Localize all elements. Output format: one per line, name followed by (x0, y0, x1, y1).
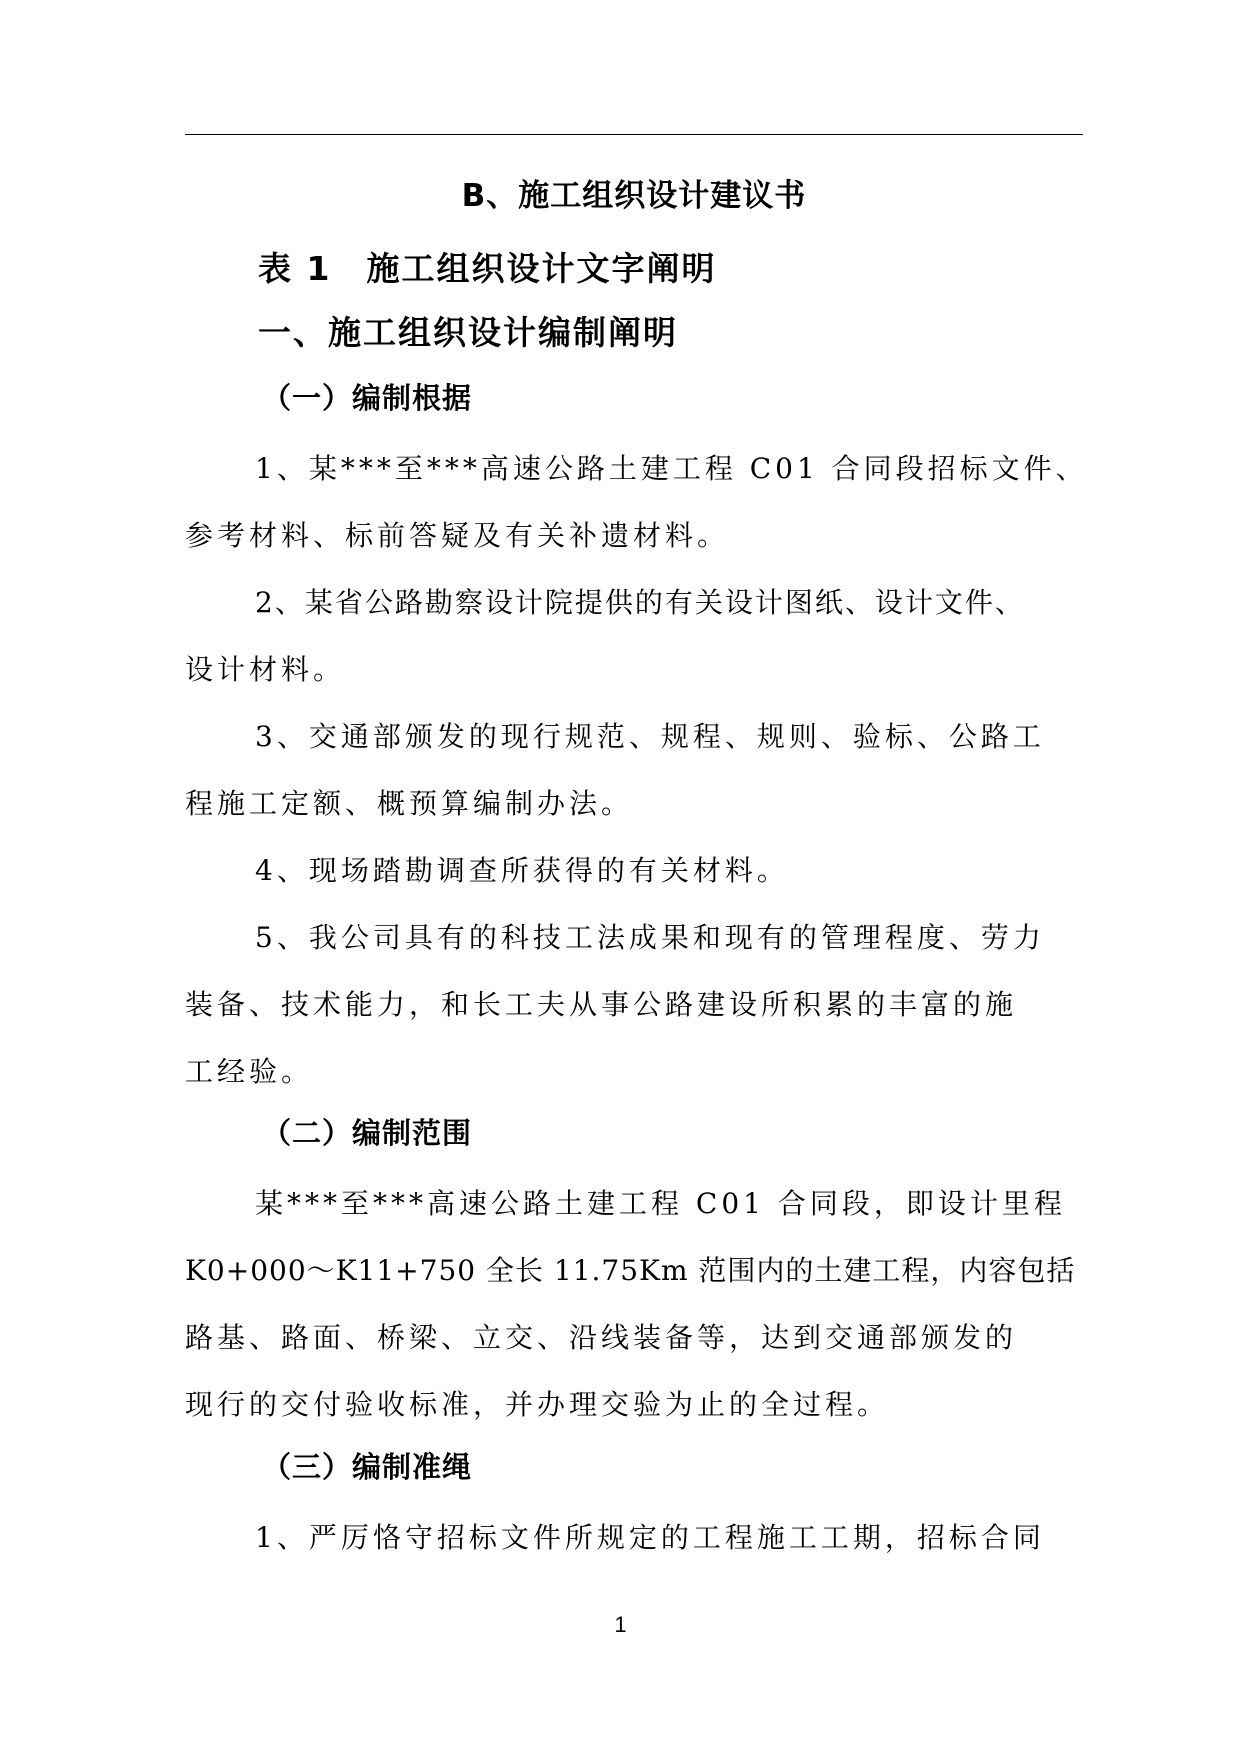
paragraph-line: K0+000～K11+750 全长 11.75Km 范围内的土建工程，内容包括 (185, 1254, 1076, 1287)
paragraph-line: 1、严厉恪守招标文件所规定的工程施工工期，招标合同 (255, 1521, 1045, 1554)
section-heading: 一、施工组织设计编制阐明 (258, 313, 678, 352)
paragraph-line: 装备、技术能力，和长工夫从事公路建设所积累的丰富的施 (185, 988, 1018, 1021)
subsection-heading-principles: （三）编制准绳 (262, 1450, 473, 1484)
paragraph-line: 设计材料。 (185, 653, 346, 686)
subsection-heading-scope: （二）编制范围 (262, 1116, 473, 1150)
header-rule (185, 134, 1083, 135)
paragraph-line: 5、我公司具有的科技工法成果和现有的管理程度、劳力 (255, 921, 1045, 954)
paragraph-scope (185, 1170, 1083, 1438)
paragraph-line: 程施工定额、概预算编制办法。 (185, 787, 634, 820)
paragraph-basis-3 (185, 703, 1083, 837)
page-number: 1 (614, 1612, 627, 1637)
paragraph-principles-1 (185, 1504, 1083, 1571)
page-title: B、施工组织设计建议书 (461, 178, 807, 214)
table-heading: 表 1 施工组织设计文字阐明 (258, 249, 717, 288)
paragraph-line: 3、交通部颁发的现行规范、规程、规则、验标、公路工 (255, 720, 1045, 753)
paragraph-basis-4 (185, 837, 1083, 904)
paragraph-line: 路基、路面、桥梁、立交、沿线装备等，达到交通部颁发的 (185, 1321, 1018, 1354)
paragraph-line: 2、某省公路勘察设计院提供的有关设计图纸、设计文件、 (255, 586, 1025, 619)
paragraph-basis-2 (185, 569, 1083, 703)
paragraph-basis-5 (185, 904, 1083, 1105)
paragraph-line: 工经验。 (185, 1055, 314, 1088)
paragraph-line: 现行的交付验收标准，并办理交验为止的全过程。 (185, 1388, 890, 1421)
paragraph-line: 4、现场踏勘调查所获得的有关材料。 (255, 854, 789, 887)
paragraph-line: 某***至***高速公路土建工程 C01 合同段，即设计里程 (255, 1187, 1066, 1220)
paragraph-line: 1、某***至***高速公路土建工程 C01 合同段招标文件、 (255, 452, 1088, 485)
paragraph-line: 参考材料、标前答疑及有关补遗材料。 (185, 519, 730, 552)
paragraph-basis-1 (185, 435, 1088, 569)
subsection-heading-basis: （一）编制根据 (262, 381, 473, 415)
